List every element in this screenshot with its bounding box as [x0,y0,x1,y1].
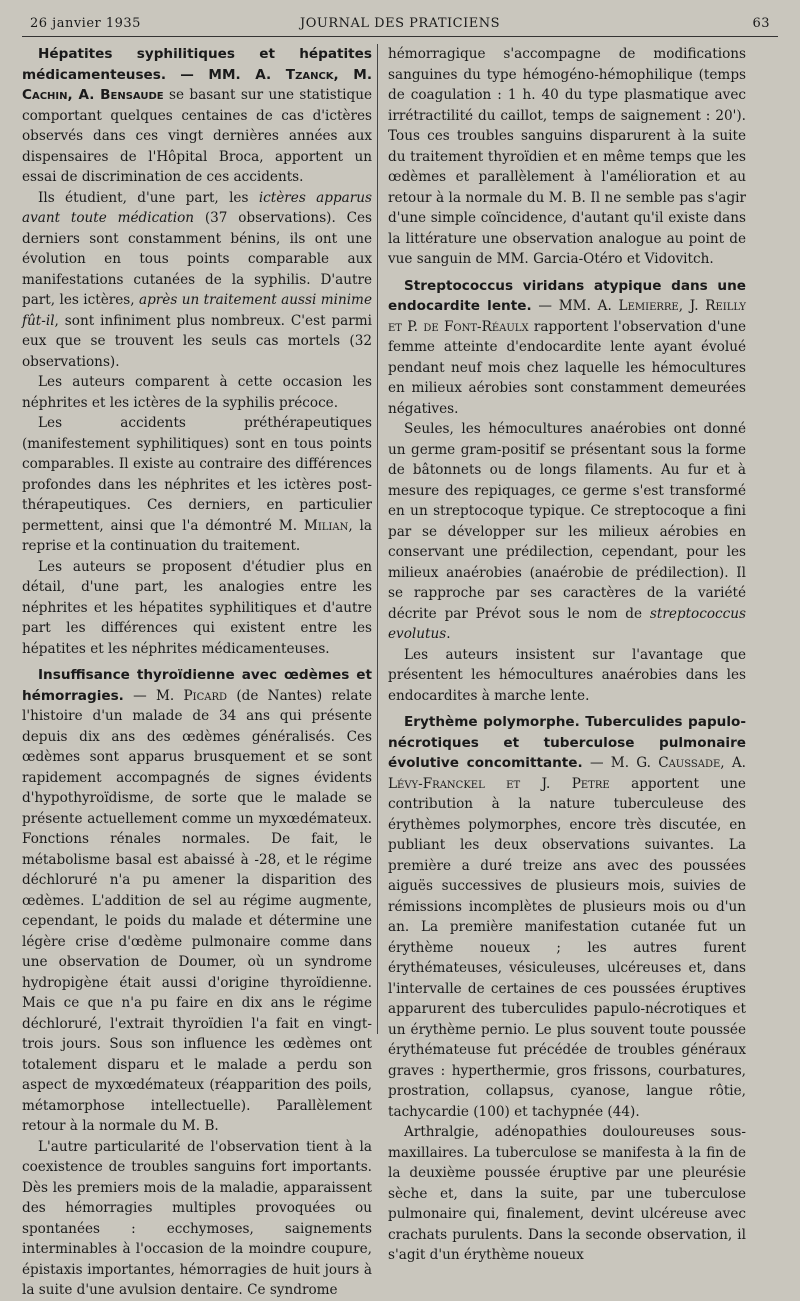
article-paragraph [22,188,372,373]
article-paragraph [22,44,372,188]
column-divider [377,44,378,1034]
issue-date: 26 janvier 1935 [30,16,141,31]
article-paragraph: Arthralgie, adénopathies douloureuses sous-maxillaires. La tuberculose se manifesta à la fin de la deuxième poussée éruptive par une pleurésie sèche et, dans la suite, par une tuberculose pulmonaire qui, finalement, devint ulcéreuse avec crachats purulents. Dans la seconde observation, il s'agit d'un érythème noueux [388,1124,746,1263]
article-paragraph: hémorragique s'accompagne de modifications sanguines du type hémogéno-hémophilique (temps de coagulation : 1 h. 40 du type plasmatique avec irrétractilité du caillot, temps de saignement : 20'). Tous ces troubles sanguins disparurent à la suite du traitement thyroïdien et en même temps que les œdèmes et parallèlement à l'amélioration et au retour à la normale du M. B. Il ne semble pas s'agir d'une simple coïncidence, d'autant qu'il existe dans la littérature une observation analogue au point de vue sanguin de MM. Garcia-Otéro et Vidovitch. [388,46,746,267]
article-authors: — M. G. Caussade, A. Lévy-Franckel et J. Petre [388,755,747,792]
paragraph-text: se basant sur une statistique comportant quelques centaines de cas d'ictères observés dans ces vingt dernières années aux dispensaires de l'Hôpital Broca, apportent un essai de discrimination de ces accidents. [22,87,373,185]
article-paragraph: L'autre particularité de l'observation tient à la coexistence de troubles sanguins fort importants. Dès les premiers mois de la maladie, apparaissent des hémorragies multiples provoquées ou spontanées : ecchymoses, saignements interminables à l'occasion de la moindre coupure, épistaxis importantes, hémorragies de huit jours à la suite d'une avulsion dentaire. Ce syndrome [22,1138,372,1298]
paragraph-text: Seules, les hémocultures anaérobies ont donné un germe gram-positif se présentant sous la forme de bâtonnets ou de longs filaments. Au fur et à mesure des repiquages, ce germe s'est transformé en un streptocoque typique. Ce streptocoque a fini par se développer sur les milieux aérobies en conservant une prédilection, cependant, pour les milieux anaérobies (anaérobie de prédilection). Il se rapproche par ses caractères de la variété décrite par Prévot sous le nom de [388,421,746,622]
article-title: Erythème polymorphe. Tuberculides papulo-nécrotiques et tuberculose pulmonaire évolutive concomittante. [388,714,746,771]
article-paragraph [388,712,746,1122]
article-title: Insuffisance thyroïdienne avec œdèmes et hémorragies. [22,667,372,704]
emphasis-text: streptococcus evolutus [388,605,746,642]
paragraph-text: Ils étudient, d'une part, les [38,189,259,206]
article-erytheme [388,712,746,1266]
paragraph-text: rapportent l'observation d'une femme atteinte d'endocardite lente ayant évolué pendant neuf mois chez laquelle les hémocultures en milieux aérobies sont constamment demeurées négatives. [388,318,746,417]
right-column [388,44,746,1266]
article-paragraph [388,276,746,420]
article-paragraph [388,419,746,645]
article-insuffisance-continued [388,44,746,270]
paragraph-text: , la reprise et la continuation du traitement. [22,517,372,554]
paragraph-text: . [446,626,451,642]
article-paragraph: Les auteurs insistent sur l'avantage que présentent les hémocultures anaérobies dans les endocardites à marche lente. [388,646,746,704]
header-rule [22,36,778,37]
article-streptococcus [388,276,746,707]
paragraph-text: apportent une contribution à la nature tuberculeuse des érythèmes polymorphes, encore très discutée, en publiant les deux observations suivantes. La première a duré treize ans avec des poussées aiguës successives de plusieurs mois, suivies de rémissions incomplètes de plusieurs mois ou d'un an. La première manifestation cutanée fut un érythème noueux ; les autres furent érythémateuses, vésiculeuses, ulcéreuses et, dans l'intervalle de certaines de ces poussées éruptives apparurent des tuberculides papulo-nécrotiques et un érythème pernio. Le plus souvent toute poussée érythémateuse fut précédée de troubles généraux graves : hyperthermie, gros frissons, courbatures, prostration, collapsus, cyanose, langue rôtie, tachycardie (100) et tachypnée (44). [388,775,746,1120]
article-paragraph [22,413,372,557]
article-paragraph: Les auteurs comparent à cette occasion les néphrites et les ictères de la syphilis précoce. [22,374,372,411]
paragraph-text: (de Nantes) relate l'histoire d'un malade de 34 ans qui présente depuis dix ans des œdèmes généralisés. Ces œdèmes sont apparus brusquement et se sont rapidement accompagnés de signes évidents d'hypothyroïdisme, de sorte que le malade se présente actuellement comme un myxœdémateux. Fonctions rénales normales. De fait, le métabolisme basal est abaissé à -28, et le régime déchloruré n'a pu amener la disparition des œdèmes. L'addition de sel au régime augmente, cependant, le poids du malade et détermine une légère crise d'œdème pulmonaire comme dans une observation de Doumer, où un syndrome hydropigène était aussi d'origine thyroïdienne. Mais ce que n'a pu faire en dix ans le régime déchloruré, l'extrait thyroïdien l'a fait en vingt-trois jours. Sous son influence les œdèmes ont totalement disparu et le malade a perdu son aspect de myxœdémateux (réapparition des poils, métamorphose intellectuelle). Parallèlement retour à la normale du M. B. [22,687,372,1134]
paragraph-text: , sont infiniment plus nombreux. C'est parmi eux que se trouvent les seuls cas mortels (32 observations). [22,312,372,370]
page-header [30,12,770,36]
article-paragraph [22,665,372,1137]
paragraph-text: Les accidents préthérapeutiques (manifestement syphilitiques) sont en tous points comparables. Il existe au contraire des différences profondes dans les néphrites et les ictères post-thérapeutiques. Ces derniers, en particulier permettent, ainsi que l'a démontré M. [22,415,372,534]
emphasis-text: après un traitement aussi minime fût-il [22,292,372,329]
emphasis-text: ictères apparus avant toute médication [22,189,372,226]
article-title: Hépatites syphilitiques et hépatites médicamenteuses. [22,46,372,83]
article-authors: — MM. A. Lemierre, J. Reilly et P. de Font-Réaulx [388,298,747,335]
article-hepatites [22,44,372,659]
paragraph-text: (37 observations). Ces derniers sont constamment bénins, ils ont une évolution en tous points comparable aux manifestations cutanées de la syphilis. D'autre part, les ictères, [22,210,373,308]
page-number: 63 [752,16,770,31]
left-column [22,44,372,1301]
article-paragraph: Les auteurs se proposent d'étudier plus en détail, d'une part, les analogies entre les néphrites et les hépatites syphilitiques et d'autre part les différences qui existent entre les hépatites et les néphrites médicamenteuses. [22,558,372,657]
article-authors: — M. Picard [133,687,228,704]
article-authors: — MM. A. Tzanck, M. Cachin, A. Bensaude [22,66,372,103]
article-insuffisance-thyroidienne [22,665,372,1301]
author-name: Milian [303,517,349,534]
journal-title: JOURNAL DES PRATICIENS [300,16,500,31]
article-title: Streptococcus viridans atypique dans une endocardite lente. [388,277,746,314]
